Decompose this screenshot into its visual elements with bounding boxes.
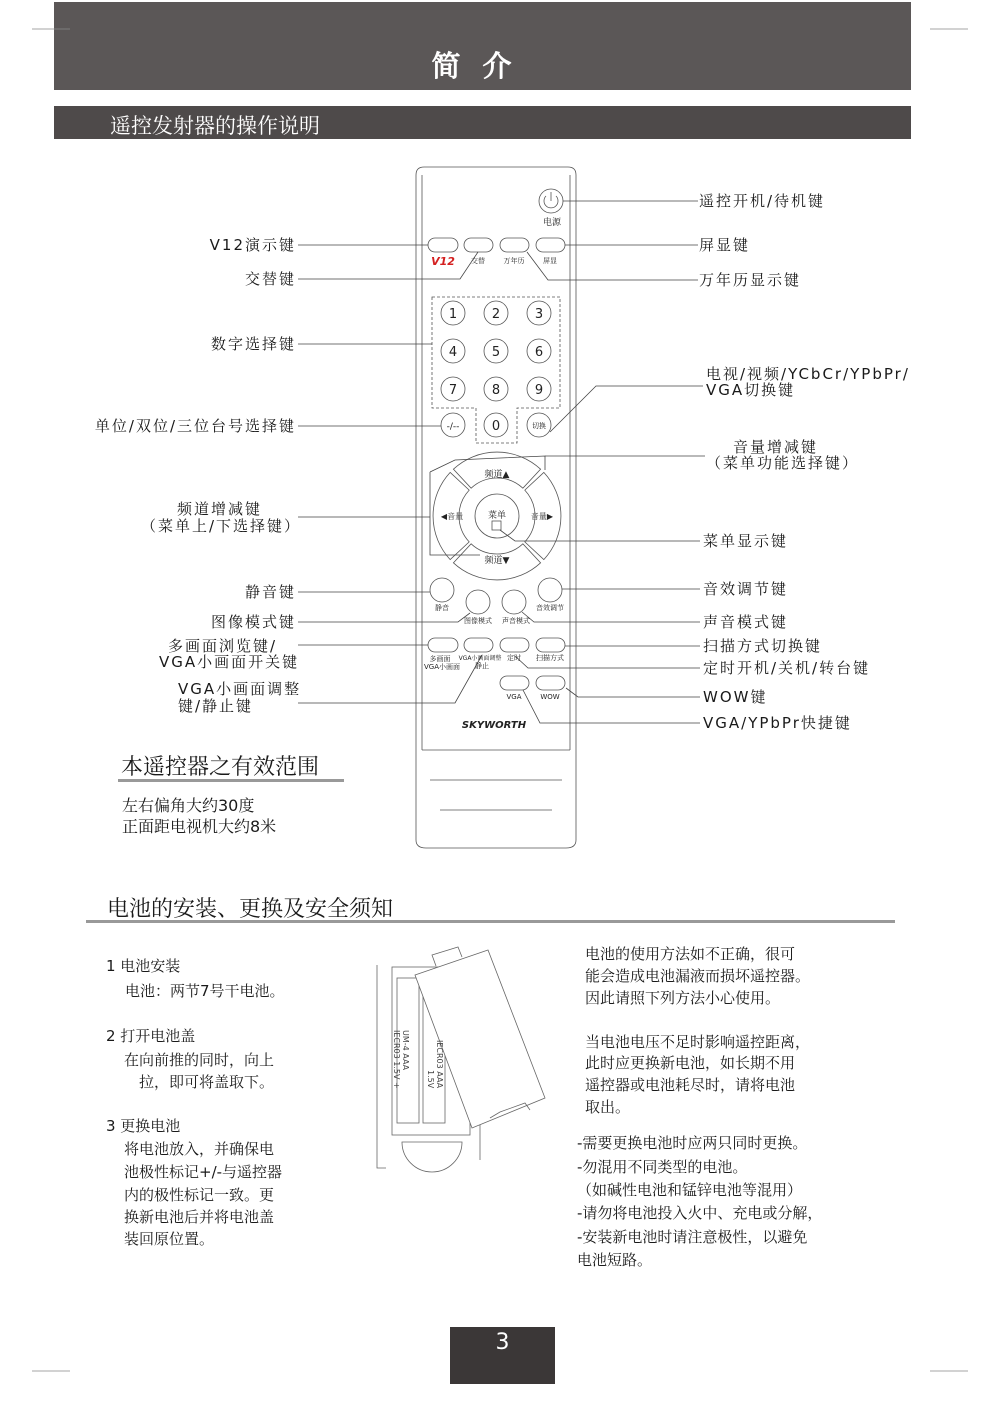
v12-button[interactable] (428, 238, 458, 252)
note-line: 取出。 (585, 1098, 631, 1116)
ch-down-label: 频道▼ (484, 556, 510, 566)
label-multi-1: 多画面浏览键/ (168, 637, 278, 655)
label-source-1: 电视/视频/YCbCr/YPbPr/ (706, 365, 910, 383)
mute-label: 静音 (435, 604, 449, 612)
v12-label: V12 (431, 255, 455, 268)
leader-lines (298, 201, 705, 723)
multi-button[interactable] (428, 638, 458, 652)
swap-button[interactable] (464, 238, 493, 252)
label-effect: 音效调节键 (703, 580, 789, 598)
note-line: 因此请照下列方法小心使用。 (585, 989, 781, 1007)
vol-right-label: 音量▶ (530, 512, 554, 521)
section2-title: 电池的安装、更换及安全须知 (107, 897, 394, 922)
label-source-2: VGA切换键 (706, 381, 796, 399)
timer-label: 定时 (507, 654, 521, 662)
range-line: 左右偏角大约30度 (122, 796, 255, 815)
multi-label-2: VGA小画面 (423, 663, 461, 671)
label-picture: 图像模式键 (210, 613, 296, 631)
vga-adjust-label-2: 静止 (475, 662, 489, 670)
calendar-button[interactable] (500, 238, 529, 252)
label-volume-2: （菜单功能选择键） (706, 454, 860, 472)
note-line: 能会造成电池漏液而损坏遥控器。 (585, 967, 811, 985)
label-display: 屏显键 (699, 236, 751, 254)
ch-up-label: 频道▲ (484, 470, 510, 480)
vga-adjust-label-1: VGA小画面调整 (458, 655, 502, 662)
swap-label: 交替 (471, 257, 485, 265)
label-mute: 静音键 (244, 583, 296, 601)
display-button[interactable] (536, 238, 565, 252)
display-label: 屏显 (543, 257, 557, 265)
label-scan: 扫描方式切换键 (703, 637, 823, 655)
digit-label: 3 (534, 307, 544, 322)
label-timer: 定时开机/关机/转台键 (703, 659, 871, 677)
step-line: 池极性标记+/-与遥控器 (124, 1163, 283, 1181)
digit-0-label: 0 (491, 419, 501, 434)
effect-button[interactable] (538, 578, 562, 602)
digit-label: 1 (448, 307, 458, 322)
digit-label: 9 (534, 383, 544, 398)
menu-icon (492, 521, 501, 530)
note-bullet: （如碱性电池和锰锌电池等混用） (577, 1181, 803, 1199)
switch-label: 切换 (532, 422, 546, 430)
power-label: 电源 (542, 218, 562, 228)
mute-button[interactable] (430, 578, 454, 602)
section-title: 遥控发射器的操作说明 (110, 114, 320, 138)
vga-button[interactable] (500, 676, 529, 690)
step-line: 换新电池后并将电池盖 (124, 1208, 275, 1226)
power-button (539, 189, 563, 213)
page-number: 3 (450, 1327, 555, 1384)
digit-label: 7 (448, 383, 458, 398)
note-bullet: 电池短路。 (577, 1251, 653, 1269)
label-power: 遥控开机/待机键 (699, 192, 826, 210)
label-wow: WOW键 (703, 688, 768, 706)
label-volume-1: 音量增减键 (733, 438, 819, 456)
label-digits: 数字选择键 (210, 335, 296, 353)
step-title: 3 更换电池 (106, 1117, 181, 1135)
sound-mode-button[interactable] (502, 590, 526, 614)
vga-label: VGA (506, 693, 522, 701)
note-bullet: -请勿将电池投入火中、充电或分解， (577, 1204, 823, 1222)
step-line: 拉，即可将盖取下。 (139, 1073, 275, 1091)
battery-label-1a: UM-4 AAA (401, 1030, 410, 1071)
multi-label-1: 多画面 (429, 655, 451, 663)
label-vga: VGA/YPbPr快捷键 (703, 714, 852, 732)
label-sound: 声音模式键 (703, 613, 789, 631)
label-channel-2: （菜单上/下选择键） (141, 517, 302, 535)
wow-button[interactable] (536, 676, 565, 690)
wow-label: WOW (540, 693, 560, 701)
label-vga-adj-2: 键/静止键 (178, 697, 254, 715)
note-line: 遥控器或电池耗尽时，请将电池 (585, 1076, 796, 1094)
digit-label: 2 (491, 307, 501, 322)
step-line: 装回原位置。 (124, 1230, 215, 1248)
sound-mode-label: 声音模式 (502, 617, 530, 625)
step-title: 2 打开电池盖 (106, 1027, 196, 1045)
label-v12: V12演示键 (209, 236, 296, 254)
digit-dash-label: -/-- (446, 422, 460, 432)
digit-label: 6 (534, 345, 544, 360)
remote-body (416, 167, 576, 848)
step-line: 电池：两节7号干电池。 (125, 982, 285, 1000)
note-bullet: -安装新电池时请注意极性，以避免 (577, 1228, 808, 1246)
label-digit-mode: 单位/双位/三位台号选择键 (94, 417, 296, 435)
label-vga-adj-1: VGA小画面调整 (178, 680, 302, 698)
step-line: 内的极性标记一致。更 (124, 1186, 275, 1204)
step-line: 在向前推的同时，向上 (124, 1051, 275, 1069)
step-title: 1 电池安装 (106, 957, 181, 975)
timer-button[interactable] (500, 638, 529, 652)
effect-label: 音效调节 (536, 604, 564, 612)
menu-label: 菜单 (487, 511, 507, 521)
battery-label-2b: 1.5V (426, 1070, 435, 1089)
label-menu: 菜单显示键 (703, 532, 789, 550)
note-bullet: -勿混用不同类型的电池。 (577, 1158, 748, 1176)
label-multi-2: VGA小画面开关键 (159, 653, 300, 671)
picture-mode-button[interactable] (466, 590, 490, 614)
picture-mode-label: 图像模式 (464, 617, 492, 625)
range-line: 正面距电视机大约8米 (122, 817, 277, 836)
page-title: 简介 (431, 49, 534, 83)
label-calendar: 万年历显示键 (699, 271, 802, 289)
calendar-label: 万年历 (503, 257, 525, 265)
battery-label-1b: IECR03 1.5V + (392, 1030, 401, 1089)
scan-label: 扫描方式 (536, 654, 564, 662)
step-line: 将电池放入，并确保电 (124, 1140, 275, 1158)
range-title: 本遥控器之有效范围 (121, 755, 320, 780)
note-line: 当电池电压不足时影响遥控距离， (585, 1033, 811, 1051)
note-bullet: -需要更换电池时应两只同时更换。 (577, 1134, 808, 1152)
scan-button[interactable] (536, 638, 565, 652)
battery-label-2a: IECR03 AAA (435, 1040, 444, 1089)
label-swap: 交替键 (244, 270, 296, 288)
vol-left-label: ◀音量 (440, 512, 464, 521)
label-channel-1: 频道增减键 (177, 500, 263, 518)
digit-label: 8 (491, 383, 501, 398)
digit-label: 5 (491, 345, 501, 360)
note-line: 电池的使用方法如不正确，很可 (585, 945, 796, 963)
digit-label: 4 (448, 345, 458, 360)
vga-adjust-button[interactable] (464, 638, 493, 652)
brand-logo: SKYWORTH (461, 720, 527, 731)
note-line: 此时应更换新电池，如长期不用 (585, 1054, 796, 1072)
